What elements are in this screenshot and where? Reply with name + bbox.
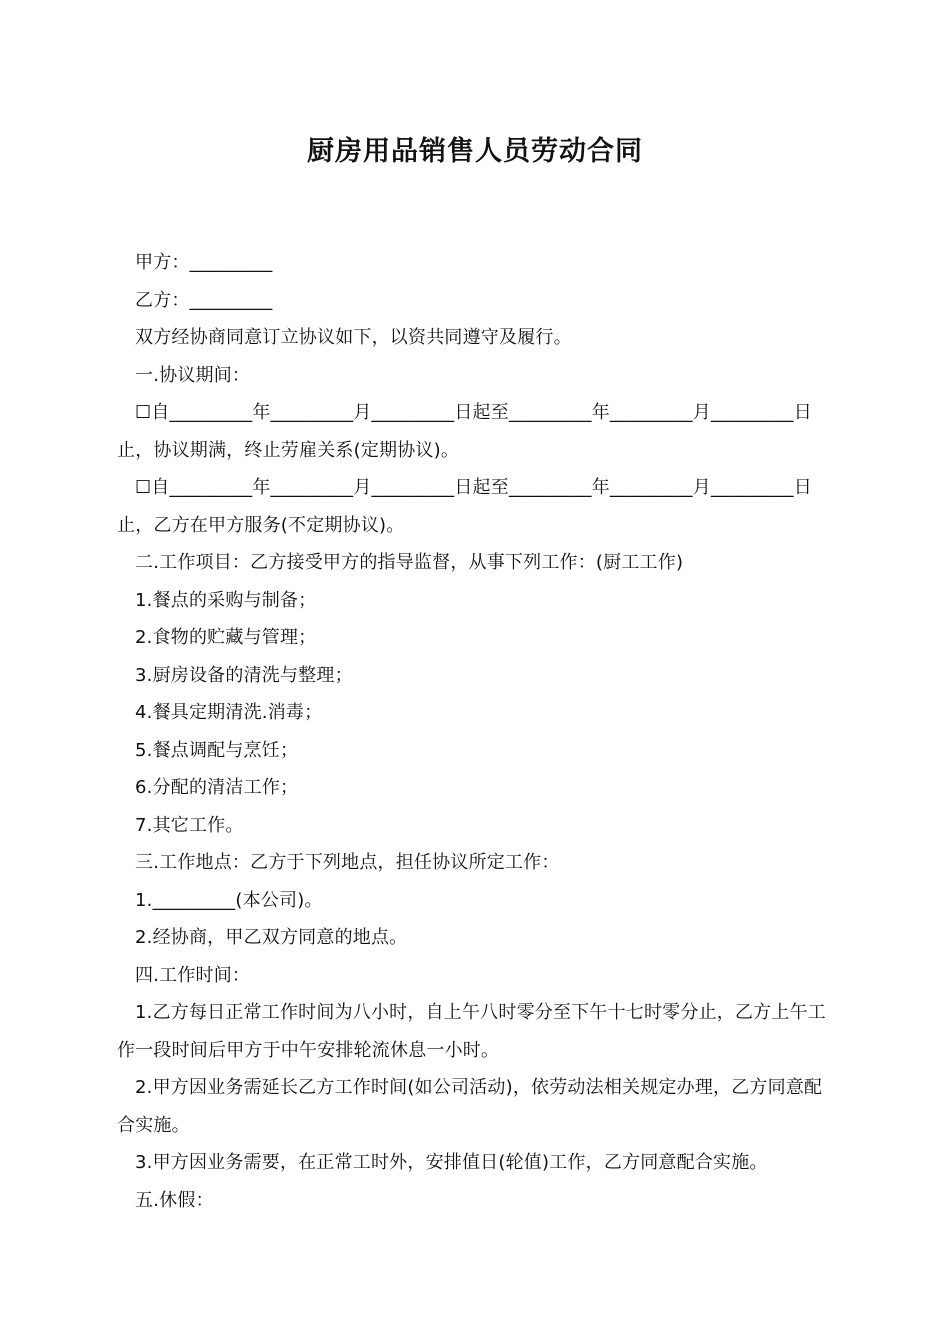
party-a-line: 甲方：_________	[135, 252, 273, 273]
hours-clause: 3.甲方因业务需要，在正常工时外，安排值日(轮值)工作，乙方同意配合实施。	[135, 1152, 768, 1173]
duty-item: 4.餐具定期清洗.消毒；	[135, 702, 323, 723]
hours-clause: 2.甲方因业务需延长乙方工作时间(如公司活动)，依劳动法相关规定办理，乙方同意配合实施。	[117, 1077, 823, 1136]
party-b-line: 乙方：_________	[135, 289, 273, 311]
duty-item: 2.食物的贮藏与管理；	[135, 627, 317, 648]
section-heading-leave: 五.休假：	[135, 1189, 214, 1211]
duty-item: 5.餐点调配与烹饪；	[135, 739, 299, 761]
duty-item: 7.其它工作。	[135, 814, 244, 836]
document-title: 厨房用品销售人员劳动合同	[307, 136, 643, 167]
intro-paragraph: 双方经协商同意订立协议如下，以资共同遵守及履行。	[135, 327, 572, 348]
duty-item: 1.餐点的采购与制备；	[135, 589, 317, 611]
section-heading-duties: 二.工作项目：乙方接受甲方的指导监督，从事下列工作：(厨工工作)	[135, 552, 684, 573]
section-heading-location: 三.工作地点：乙方于下列地点，担任协议所定工作：	[135, 852, 560, 873]
fixed-term-option: ☐自_________年_________月_________日起至_________年_________月_________日止，协议期满，终止劳雇关系(定期协议)。	[117, 402, 812, 461]
contract-body	[117, 244, 839, 1219]
hours-clause: 1.乙方每日正常工作时间为八小时，自上午八时零分至下午十七时零分止，乙方上午工作一段时间后甲方于中午安排轮流休息一小时。	[117, 1002, 826, 1061]
section-heading-term: 一.协议期间：	[135, 364, 251, 386]
open-term-option: ☐自_________年_________月_________日起至_________年_________月_________日止，乙方在甲方服务(不定期协议)。	[117, 477, 812, 536]
section-heading-hours: 四.工作时间：	[135, 964, 251, 986]
location-item: 2.经协商，甲乙双方同意的地点。	[135, 927, 408, 948]
duty-item: 3.厨房设备的清洗与整理；	[135, 664, 353, 686]
duty-item: 6.分配的清洁工作；	[135, 777, 299, 798]
location-item: 1._________(本公司)。	[135, 889, 323, 911]
